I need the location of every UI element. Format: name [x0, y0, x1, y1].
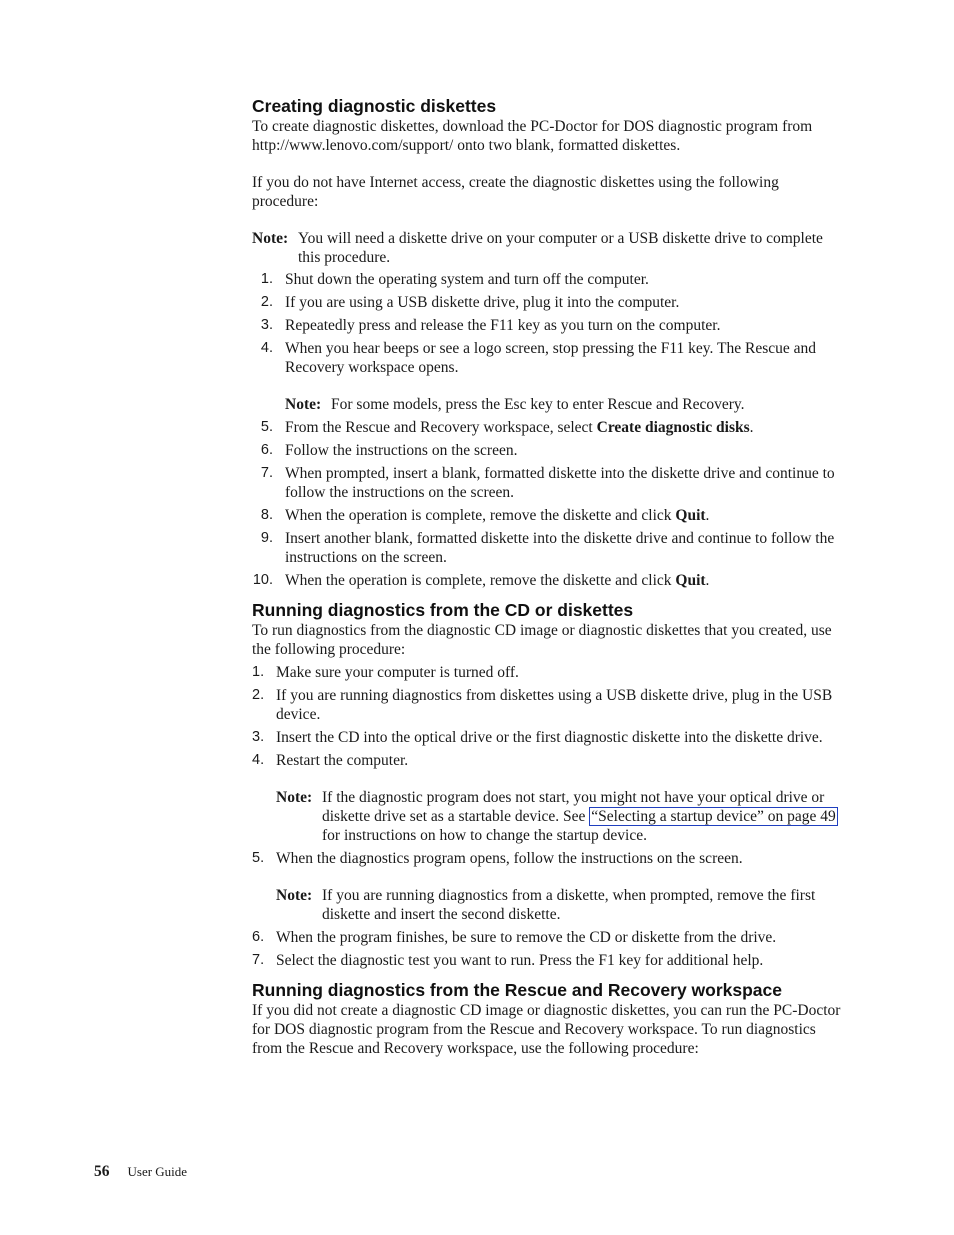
list-item: [252, 506, 844, 525]
step-number: 3.: [260, 317, 273, 333]
list-item: [252, 849, 844, 924]
ui-term: Quit: [675, 572, 706, 589]
list-item: [252, 339, 844, 414]
punctuation: .: [705, 507, 710, 524]
step-text: If you are running diagnostics from diskettes using a USB diskette drive, plug in the USB device.: [276, 687, 833, 723]
step-text: When the operation is complete, remove the diskette and click: [285, 572, 676, 589]
procedure-list: [252, 663, 844, 970]
punctuation: .: [705, 572, 710, 589]
step-number: 7.: [252, 952, 265, 968]
paragraph: To run diagnostics from the diagnostic CD image or diagnostic diskettes that you created, use the following procedure:: [252, 622, 832, 658]
paragraph: To create diagnostic diskettes, download the PC-Doctor for DOS diagnostic program from http://www.lenovo.com/support/ onto two blank, formatted diskettes.: [252, 118, 813, 154]
step-number: 4.: [260, 340, 273, 356]
guide-title: User Guide: [127, 1164, 188, 1179]
step-number: 4.: [252, 752, 265, 768]
procedure-list: [252, 270, 844, 590]
step-number: 1.: [260, 271, 273, 287]
step-number: 8.: [260, 507, 273, 523]
step-text: When prompted, insert a blank, formatted diskette into the diskette drive and continue to follow the instructions on the screen.: [285, 465, 835, 501]
step-number: 6.: [260, 442, 273, 458]
step-text: Make sure your computer is turned off.: [276, 664, 519, 681]
step-text: Restart the computer.: [276, 752, 409, 769]
list-item: [252, 529, 844, 567]
list-item: [252, 928, 844, 947]
step-number: 5.: [260, 419, 273, 435]
list-item: [252, 464, 844, 502]
section-heading-running-from-cd: Running diagnostics from the CD or diskettes: [252, 600, 634, 620]
step-text: When the diagnostics program opens, follow the instructions on the screen.: [276, 850, 743, 867]
note-label: Note:: [276, 887, 313, 904]
cross-reference-link[interactable]: “Selecting a startup device” on page 49: [591, 808, 836, 825]
page-content: [252, 96, 844, 1058]
step-text: Follow the instructions on the screen.: [285, 442, 518, 459]
paragraph: If you did not create a diagnostic CD image or diagnostic diskettes, you can run the PC-Doctor for DOS diagnostic program from the Rescue and Recovery workspace. To run diagnostics from the Rescue and Recovery workspace, use the following procedure:: [252, 1002, 841, 1057]
note-text-start: If the diagnostic program does not start, you might not have your optical drive or diskette drive set as a startable device. See: [322, 789, 825, 825]
section-heading-running-from-workspace: Running diagnostics from the Rescue and Recovery workspace: [252, 980, 782, 1000]
note-label: Note:: [276, 789, 313, 806]
step-text: Repeatedly press and release the F11 key as you turn on the computer.: [285, 317, 721, 334]
list-item: [252, 571, 844, 590]
note: [276, 788, 844, 845]
step-number: 10.: [252, 572, 273, 588]
section-heading-creating-diskettes: Creating diagnostic diskettes: [252, 96, 497, 116]
list-item: [252, 951, 844, 970]
paragraph: If you do not have Internet access, create the diagnostic diskettes using the following procedure:: [252, 174, 779, 210]
note-text-end: for instructions on how to change the startup device.: [322, 827, 647, 844]
step-text: When the program finishes, be sure to remove the CD or diskette from the drive.: [276, 929, 777, 946]
step-number: 7.: [260, 465, 273, 481]
step-text: Insert another blank, formatted diskette into the diskette drive and continue to follow the instructions on the screen.: [285, 530, 835, 566]
note-label: Note:: [252, 230, 289, 247]
note-text: You will need a diskette drive on your computer or a USB diskette drive to complete this procedure.: [298, 230, 823, 266]
list-item: [252, 441, 844, 460]
note-text: [322, 788, 844, 845]
step-number: 5.: [252, 850, 265, 866]
page-number: 56: [94, 1163, 110, 1180]
step-text: From the Rescue and Recovery workspace, select: [285, 419, 597, 436]
list-item: [252, 728, 844, 747]
step-number: 1.: [252, 664, 265, 680]
note-text: For some models, press the Esc key to enter Rescue and Recovery.: [331, 396, 745, 413]
list-item: [252, 270, 844, 289]
list-item: [252, 686, 844, 724]
ui-term: Quit: [675, 507, 706, 524]
step-text: Select the diagnostic test you want to run. Press the F1 key for additional help.: [276, 952, 764, 969]
step-number: 3.: [252, 729, 265, 745]
step-number: 2.: [260, 294, 273, 310]
step-text: Shut down the operating system and turn off the computer.: [285, 271, 649, 288]
punctuation: .: [749, 419, 754, 436]
note: [285, 395, 844, 414]
step-text: Insert the CD into the optical drive or the first diagnostic diskette into the diskette drive.: [276, 729, 823, 746]
note-text: If you are running diagnostics from a diskette, when prompted, remove the first diskette and insert the second diskette.: [322, 887, 816, 923]
step-number: 6.: [252, 929, 265, 945]
list-item: [252, 316, 844, 335]
note-label: Note:: [285, 396, 322, 413]
step-text: If you are using a USB diskette drive, plug it into the computer.: [285, 294, 680, 311]
step-number: 2.: [252, 687, 265, 703]
note: [276, 886, 844, 924]
list-item: [252, 663, 844, 682]
list-item: [252, 418, 844, 437]
step-number: 9.: [260, 530, 273, 546]
step-text: When you hear beeps or see a logo screen, stop pressing the F11 key. The Rescue and Recovery workspace opens.: [285, 340, 817, 376]
list-item: [252, 293, 844, 312]
ui-term: Create diagnostic disks: [596, 419, 750, 436]
list-item: [252, 751, 844, 845]
note: [252, 229, 844, 267]
page-footer: [94, 1163, 187, 1181]
step-text: When the operation is complete, remove the diskette and click: [285, 507, 676, 524]
